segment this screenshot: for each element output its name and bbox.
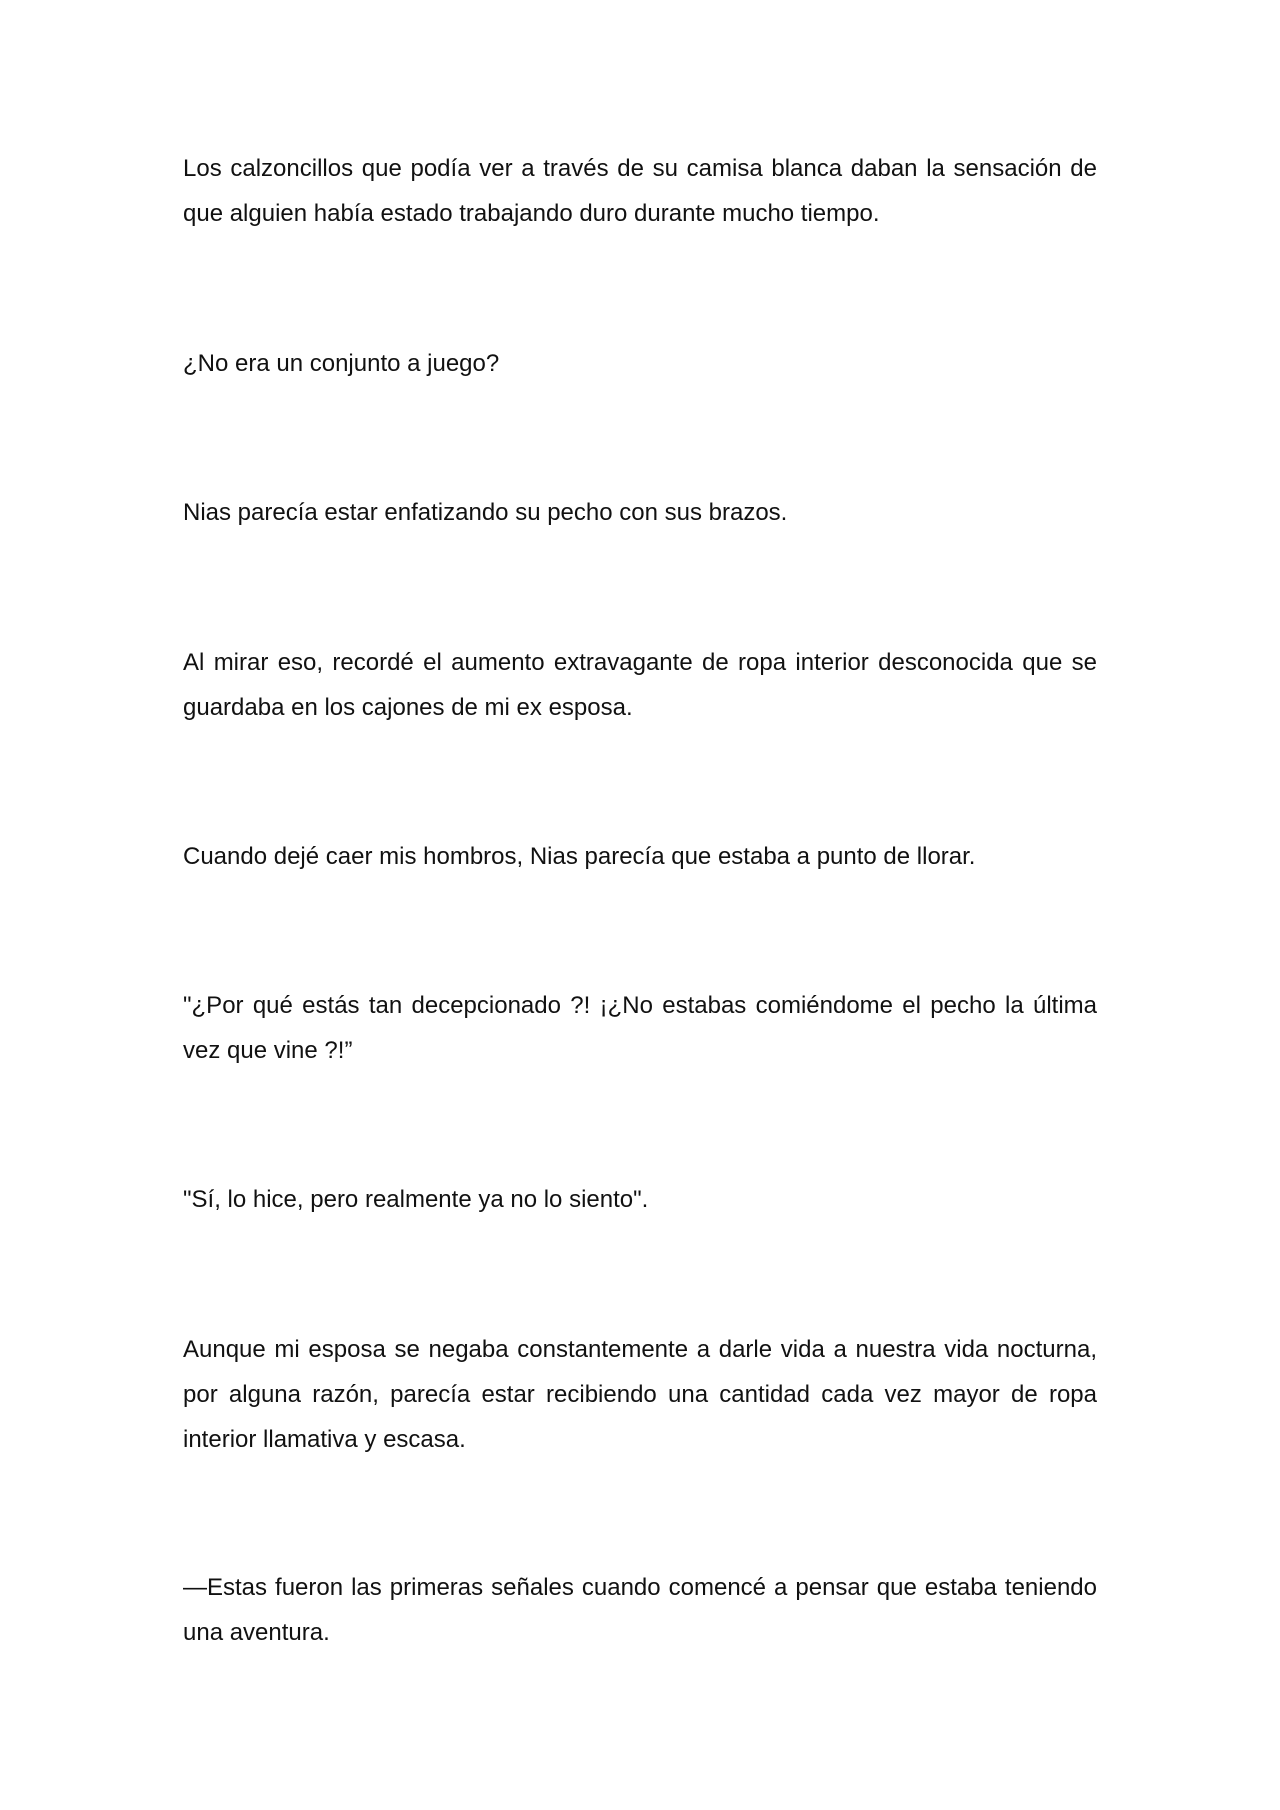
paragraph-2: ¿No era un conjunto a juego? [183,350,500,377]
paragraph-6: "¿Por qué estás tan decepcionado ?! ¡¿No estabas comiéndome el pecho la última vez que vine ?!” [183,992,1097,1064]
paragraph-1: Los calzoncillos que podía ver a través de su camisa blanca daban la sensación de que alguien había estado trabajando duro durante mucho tiempo. [183,155,1097,227]
paragraph-7: "Sí, lo hice, pero realmente ya no lo siento". [183,1186,649,1213]
paragraph-4: Al mirar eso, recordé el aumento extravagante de ropa interior desconocida que se guardaba en los cajones de mi ex esposa. [183,649,1097,721]
paragraph-3: Nias parecía estar enfatizando su pecho con sus brazos. [183,499,788,526]
paragraph-8: Aunque mi esposa se negaba constantemente a darle vida a nuestra vida nocturna, por alguna razón, parecía estar recibiendo una cantidad cada vez mayor de ropa interior llamativa y escasa. [183,1336,1097,1453]
paragraph-5: Cuando dejé caer mis hombros, Nias parecía que estaba a punto de llorar. [183,843,976,870]
paragraph-9: —Estas fueron las primeras señales cuando comencé a pensar que estaba teniendo una aventura. [183,1574,1097,1646]
